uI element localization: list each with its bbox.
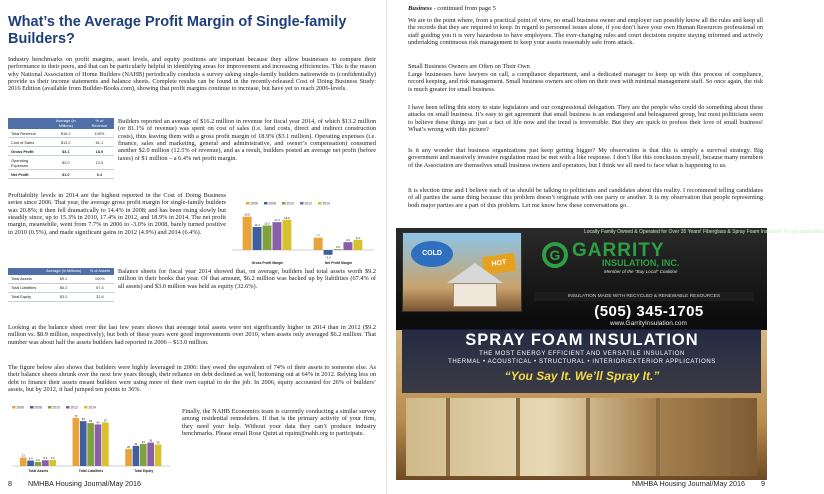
ad-beam: [586, 398, 590, 476]
income-table-cell: 18.9: [85, 147, 114, 156]
income-table-cell: Net Profit: [8, 170, 47, 179]
bar-data-label: 6.2: [36, 457, 40, 462]
hot-logo: HOT: [482, 253, 516, 275]
income-table-cell: $1.0: [47, 170, 85, 179]
income-table-header: % of Revenue: [85, 118, 114, 129]
bar-data-label: 4.9: [345, 238, 350, 243]
legend-swatch: [246, 202, 250, 205]
balance-compare-paragraph: Looking at the balance sheet over the last few years shows that average total assets were not significantly higher in 2014 than in 2012 ($9.2 million vs. $8.9 million, respectively), but both of these years were good improvements over 2010, when assets only averaged $6.2 million. That number was about half the assets builders had reported in 2006 – $13.0 million.: [8, 324, 376, 346]
bar-data-label: 74: [74, 413, 78, 418]
legend-swatch: [264, 202, 268, 205]
chart-bar: [272, 222, 281, 250]
income-table-cell: 12.5: [85, 156, 114, 170]
ad-banner: [402, 329, 761, 393]
bar-data-label: 64: [96, 420, 100, 425]
bar-data-label: 67: [103, 418, 107, 423]
bar-data-label: 7.7: [316, 233, 321, 238]
category-label: Total Liabilities: [78, 469, 104, 473]
right-page: [388, 0, 824, 494]
bar-data-label: 14.4: [254, 222, 260, 227]
legend-swatch: [318, 202, 322, 205]
bar-data-label: 69: [81, 417, 85, 422]
balance-table-header: [8, 268, 42, 275]
bar-data-label: 20.8: [244, 212, 250, 217]
bar-data-label: 8.9: [43, 456, 48, 461]
bar-data-label: 34: [141, 439, 145, 444]
ad-brand: GARRITY: [572, 240, 665, 261]
ad-attic-photo: [406, 398, 757, 476]
legend-label: 2006: [250, 201, 258, 206]
legend-label: 2008: [34, 405, 42, 410]
leverage-paragraph: The figure below also shows that builders were highly leveraged in 2006: they owed the equivalent of 74% of their assets to someone else. As their balance sheets shrunk over the next few years though, their reliance on debt declined as well, bottoming out at 64% in 2012. Relying less on debt to finance their assets meant builders were using more of their own capital to do the job. In 2006, equity accounted for 26% of builders’ assets, but by 2012, it had jumped ten points to 36%.: [8, 364, 376, 394]
legend-label: 2012: [70, 405, 78, 410]
balance-table-cell: Total Liabilities: [8, 283, 42, 292]
legend-swatch: [300, 202, 304, 205]
category-label: Net Profit Margin: [324, 261, 353, 265]
paragraph-election: It is election time and I believe each of us should be talking to politicians and candidates about this reality. I recommend telling candidates of all parties the same thing because this problem doesn’t originate with one party or another. It is my observation that people representing both major parties are a part of this problem. Let me know how these conversations go.: [408, 187, 763, 209]
chart-bar: [353, 240, 362, 250]
chart-bar: [282, 220, 291, 250]
left-page: [0, 0, 387, 494]
chart-bar: [42, 460, 49, 466]
paragraph-bigger-business: Is it any wonder that business organizations just keep getting bigger? My observation is that this is simply a survival strategy. Big government and massively invasive regulation must be met with a like response. I don’t like this conclusion myself, because many members of the Association are themselves small business owners and operators, but I think we all need to face what is happening to us.: [408, 147, 763, 169]
chart-bar: [133, 446, 140, 466]
income-table-cell: 6.4: [85, 170, 114, 179]
profit-margin-chart: [228, 200, 378, 266]
ad-beam: [516, 398, 520, 476]
legend-label: 2012: [304, 201, 312, 206]
chart-bar: [334, 249, 343, 250]
income-table-header: Average (in Millions): [47, 118, 85, 129]
legend-label: 2006: [16, 405, 24, 410]
ad-tagline: Locally Family Owned & Operated for Over 35 Years! Fiberglass & Spray Foam Insulation for any application: [584, 229, 824, 235]
ad-member-line: Member of the "Buy Local" Coalition: [604, 269, 678, 274]
legend-swatch: [48, 406, 52, 409]
income-table-row: [8, 156, 114, 170]
bar-data-label: 0.5: [336, 245, 340, 250]
income-table-cell: $2.0: [47, 156, 85, 170]
balance-paragraph: Balance sheets for fiscal year 2014 showed that, on average, builders had total assets worth $9.2 million in their books that year. Of that amount, $6.2 million was backed up by liabilities (67.4% of all assets) and $3.0 million was held as equity (32.6%).: [118, 268, 376, 290]
income-table-cell: Total Revenue: [8, 129, 47, 138]
chart-bar: [343, 242, 352, 250]
legend-label: 2014: [322, 201, 330, 206]
ad-recycled-line: INSULATION MADE WITH RECYCLED & RENEWABLE RESOURCES: [534, 292, 754, 301]
chart-bar: [87, 423, 94, 466]
article-title: What’s the Average Profit Margin of Single-family Builders?: [8, 14, 347, 47]
balance-sheet-table: [8, 268, 114, 302]
house-roof: [447, 263, 503, 283]
balance-table-header: Average (in Millions): [42, 268, 86, 275]
house-body: [453, 283, 497, 307]
cold-logo: COLD: [411, 241, 453, 267]
bar-data-label: 26: [126, 445, 131, 450]
income-table-row: [8, 170, 114, 179]
balance-table-cell: $6.2: [42, 283, 86, 292]
income-table-cell: Operating Expenses: [8, 156, 47, 170]
chart-bar: [324, 250, 333, 255]
legend-label: 2010: [52, 405, 60, 410]
ad-beam: [726, 398, 730, 476]
bar-data-label: 31: [134, 441, 138, 446]
ad-slogan: “You Say It. We’ll Spray It.”: [504, 369, 660, 383]
ad-website: www.GarrityInsulation.com: [610, 320, 687, 327]
income-table-row: [8, 138, 114, 147]
chart-bar: [73, 418, 80, 466]
profit-margin-chart-svg: [228, 200, 378, 266]
legend-swatch: [282, 202, 286, 205]
garrity-insulation-ad: [396, 228, 824, 480]
balance-table-cell: 67.4: [86, 283, 114, 292]
bar-data-label: -3.0: [325, 255, 331, 260]
bar-data-label: 6.4: [355, 235, 360, 240]
bar-data-label: 33: [156, 440, 160, 445]
balance-table-cell: 100%: [86, 275, 114, 284]
subhead-small-business: Small Business Owners are Often on Their Own: [408, 63, 530, 70]
bar-data-label: 15.3: [264, 221, 270, 226]
income-table-cell: Cost of Sales: [8, 138, 47, 147]
income-table-cell: $16.2: [47, 129, 85, 138]
bar-data-label: 17.4: [274, 218, 280, 223]
ad-subline: THE MOST ENERGY EFFICIENT AND VERSATILE INSULATION: [479, 351, 685, 357]
bar-data-label: 9.2: [50, 456, 55, 461]
balance-table-cell: Total Assets: [8, 275, 42, 284]
income-table-cell: 100%: [85, 129, 114, 138]
chart-bar: [263, 226, 272, 250]
legend-swatch: [66, 406, 70, 409]
balance-table-row: [8, 283, 114, 292]
income-table-cell: $3.1: [47, 147, 85, 156]
category-label: Total Assets: [28, 469, 49, 473]
bar-data-label: 18.9: [284, 215, 290, 220]
balance-table-row: [8, 275, 114, 284]
paragraph-legislators: I have been telling this story to state legislators and our congressional delegation. They are the people who could do something about these attacks on small business. It’s easy to get agreement that small business is an endangered and beleaguered group, but most politicians seem to believe these things are just a fact of life now and the trend is irreversible. But they are quick to profess their love of small business! What’s wrong with this picture?: [408, 104, 763, 134]
balance-table-cell: Total Equity: [8, 292, 42, 301]
chart-bar: [49, 460, 56, 466]
ad-beam: [446, 398, 450, 476]
income-table-cell: Gross Profit: [8, 147, 47, 156]
chart-bar: [27, 461, 34, 466]
chart-bar: [155, 445, 162, 466]
g-logo-icon: G: [542, 242, 568, 268]
ad-headline: SPRAY FOAM INSULATION: [465, 331, 699, 349]
legend-swatch: [12, 406, 16, 409]
bar-data-label: 13: [21, 453, 25, 458]
chart-bar: [20, 458, 27, 466]
bar-data-label: 66: [89, 419, 93, 424]
legend-label: 2010: [286, 201, 294, 206]
ad-brand-sub: INSULATION, INC.: [602, 258, 680, 268]
house-illustration: [402, 232, 522, 312]
income-table-row: [8, 129, 114, 138]
legend-label: 2008: [268, 201, 276, 206]
balance-table-cell: $9.2: [42, 275, 86, 284]
paragraph-small-business: Large businesses have lawyers on call, a compliance department, and a dedicated manager to keep up with this process of compliance, record keeping, and risk management. Small business owners are often on their own with minimal management staff. So once again, the risk is much greater for small business.: [408, 71, 763, 93]
balance-table-row: [8, 292, 114, 301]
income-table-cell: 81.1: [85, 138, 114, 147]
chart-bar: [253, 227, 262, 250]
final-paragraph: Finally, the NAHB Economics team is currently conducting a similar survey among residential remodelers. If that is the primary activity of your firm, they need your help. Without your data they can’t produce industry benchmarks. Please email Rose Quint at rquint@nahb.org to participate.: [182, 408, 376, 438]
balance-table-cell: 32.6: [86, 292, 114, 301]
chart-bar: [80, 421, 87, 466]
ad-phone: (505) 345-1705: [594, 303, 704, 320]
balance-sheet-chart-svg: [8, 404, 174, 474]
chart-bar: [314, 238, 323, 250]
left-footer: 8 NMHBA Housing Journal/May 2016: [8, 479, 142, 488]
income-statement-table: [8, 118, 114, 179]
running-head-section: Business: [408, 5, 432, 12]
chart-bar: [95, 424, 102, 466]
income-table-cell: $13.2: [47, 138, 85, 147]
income-table-header: [8, 118, 47, 129]
chart-bar: [35, 462, 42, 466]
category-label: Total Equity: [134, 469, 154, 473]
legend-swatch: [84, 406, 88, 409]
intro-paragraph: Industry benchmarks on profit margins, asset levels, and equity positions are important because they allow businesses to compare their performance to their peers, and that can be particularly helpful in identifying areas for improvement and increasing efficiencies. This is the reason why National Association of Home Builders (NAHB) periodically conducts a survey asking single-family builders nationwide to (confidentially) provide us their income statements and balance sheets. Complete results can be found in the recently-released Cost of Doing Business Study: 2016 Edition (available from Builder-Books.com), showing that profit margins continue to increase, but have yet to reach 2006-levels.: [8, 56, 376, 93]
right-footer: NMHBA Housing Journal/May 2016 9: [631, 479, 765, 488]
chart-bar: [125, 449, 132, 466]
chart-bar: [102, 422, 109, 466]
bar-data-label: 36: [149, 438, 153, 443]
builders-paragraph: Builders reported an average of $16.2 million in revenue for fiscal year 2014, of which $13.2 million (or 81.1% of revenue) was spent on cost of sales (i.e. land costs, direct and indirect construction costs), thus leaving them with a gross profit margin of 18.9% ($3.1 million). Operating expenses (i.e. finance, sales and marketing, general and administrative, and owner’s compensation) consumed another $2.0 million (12.5% of revenue), and as a result, builders posted an average net profit (before taxes) of $1 million – a 6.4% net profit margin.: [118, 118, 376, 162]
legend-label: 2014: [88, 405, 96, 410]
ad-beam: [656, 398, 660, 476]
bar-data-label: 8.4: [28, 456, 33, 461]
income-table-row: [8, 147, 114, 156]
profitability-paragraph: Profitability levels in 2014 are the highest reported in the Cost of Doing Business series since 2006. That year, the average gross profit margin for single-family builders was 20.8%; it then fell dramatically to 14.4% in 2008; and has been rising slowly but steadily since, up to 15.3% in 2010, 17.4% in 2012, and 18.9% in 2014. The net profit margin, meanwhile, went from 7.7% in 2006 to -3.0% in 2008, barely turned positive in 2010 (0.5%), and made significant gains in 2012 (4.9%) and 2014 (6.4%).: [8, 192, 226, 236]
ad-uses: THERMAL • ACOUSTICAL • STRUCTURAL • INTERIOR/EXTERIOR APPLICATIONS: [448, 359, 716, 365]
balance-sheet-chart: [8, 404, 174, 474]
balance-table-cell: $3.0: [42, 292, 86, 301]
balance-table-header: % of Assets: [86, 268, 114, 275]
running-head: [408, 5, 496, 12]
running-head-note: - continued from page 5: [431, 5, 496, 12]
chart-bar: [140, 444, 147, 466]
chart-bar: [147, 443, 154, 466]
chart-bar: [243, 217, 252, 250]
category-label: Gross Profit Margin: [251, 261, 284, 265]
legend-swatch: [30, 406, 34, 409]
paragraph-rules: We are to the point where, from a practical point of view, no small business owner and employer can possibly know all the rules and keep all the records that they are required to keep. In regard to personnel issues alone, if you don’t have your own Human Resources professional on staff guiding you it is very hazardous to have employees. The ever-changing rules and court decisions require staying informed and actively undertaking continuous risk management to keep your assets reasonably safe from attack.: [408, 17, 763, 47]
